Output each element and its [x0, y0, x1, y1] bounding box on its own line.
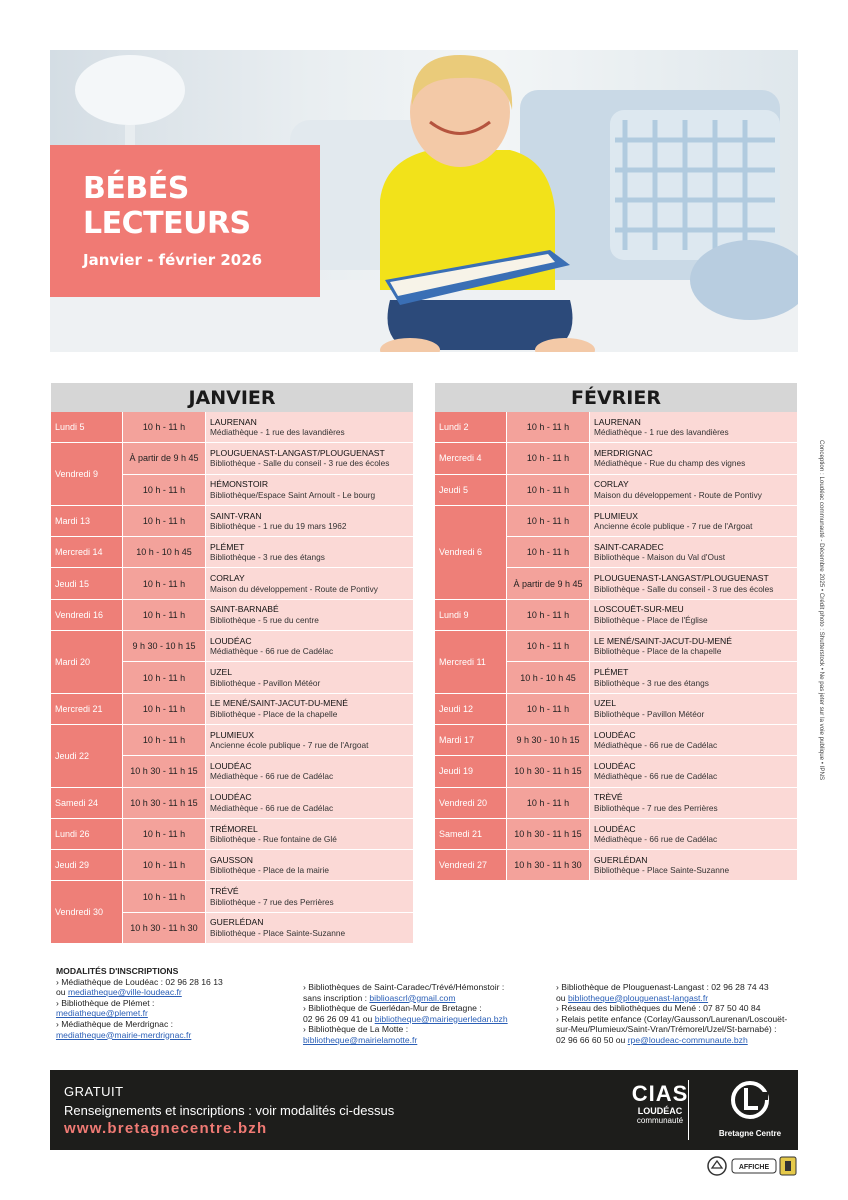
location-address: Médiathèque - 66 rue de Cadélac [210, 646, 334, 657]
february-location-cell [590, 850, 797, 881]
january-day-cell: Jeudi 15 [51, 568, 123, 599]
email-link-saint-caradec[interactable]: biblioascrl@gmail.com [369, 992, 456, 1003]
location-name: PLUMIEUX [594, 510, 638, 521]
january-time-cell: 10 h - 11 h [123, 850, 206, 881]
february-time-cell: 10 h - 11 h [507, 600, 590, 631]
january-day-cell: Jeudi 22 [51, 725, 123, 788]
location-name: GUERLÉDAN [594, 854, 648, 865]
february-time-cell: 10 h - 11 h [507, 788, 590, 819]
location-address: Médiathèque - 1 rue des lavandières [210, 427, 345, 438]
january-day-cell: Mardi 20 [51, 631, 123, 694]
january-location-cell [206, 819, 413, 850]
february-time-cell: 10 h 30 - 11 h 30 [507, 850, 590, 881]
location-address: Maison du développement - Route de Pontivy [594, 489, 762, 500]
location-address: Maison du développement - Route de Pontivy [210, 583, 378, 594]
email-link-plouguenast[interactable]: bibliotheque@plouguenast-langast.fr [567, 992, 709, 1003]
january-day-cell: Lundi 5 [51, 412, 123, 443]
location-name: UZEL [594, 698, 616, 709]
location-address: Médiathèque - 66 rue de Cadélac [210, 771, 334, 782]
february-time-cell: 10 h 30 - 11 h 15 [507, 819, 590, 850]
footer-divider [688, 1080, 689, 1140]
email-link-guerledan[interactable]: bibliotheque@mairieguerledan.bzh [374, 1013, 508, 1024]
email-link-merdrignac[interactable]: mediatheque@mairie-merdrignac.fr [56, 1029, 192, 1040]
location-name: PLUMIEUX [210, 729, 254, 740]
january-day-cell: Mercredi 14 [51, 537, 123, 568]
january-location-cell [206, 756, 413, 787]
february-day-cell: Vendredi 20 [435, 788, 507, 819]
email-link-la-motte[interactable]: bibliotheque@mairielamotte.fr [303, 1034, 418, 1045]
location-address: Bibliothèque - Place de la mairie [210, 865, 329, 876]
location-name: LE MENÉ/SAINT-JACUT-DU-MENÉ [210, 698, 348, 709]
february-time-cell: 10 h - 10 h 45 [507, 662, 590, 693]
location-name: LOUDÉAC [210, 635, 252, 646]
location-name: LOSCOUËT-SUR-MEU [594, 604, 684, 615]
cias-logo: CIAS LOUDÉAC communauté [631, 1081, 689, 1125]
february-location-cell [590, 475, 797, 506]
january-location-cell [206, 600, 413, 631]
location-address: Bibliothèque - Pavillon Météor [210, 677, 321, 688]
registration-col-1: MODALITÉS D'INSCRIPTIONS › Médiathèque de Loudéac : 02 96 28 16 13 ou mediatheque@ville-loudeac.fr › Bibliothèque de Plémet : mediatheque@plemet.fr › Médiathèque de Merdrignac : mediatheque@mairie-merdrignac.fr [56, 966, 296, 1040]
bretagne-centre-logo: Bretagne Centre [710, 1078, 790, 1138]
february-day-cell: Lundi 2 [435, 412, 507, 443]
location-address: Bibliothèque - Salle du conseil - 3 rue des écoles [210, 458, 390, 469]
january-location-cell [206, 443, 413, 474]
location-name: SAINT-BARNABÉ [210, 604, 279, 615]
page-subtitle: Janvier - février 2026 [83, 251, 263, 269]
title-box [50, 145, 320, 297]
january-day-cell: Vendredi 30 [51, 881, 123, 944]
affiche-label: AFFICHE [738, 1164, 770, 1171]
february-grid [435, 412, 797, 881]
february-day-cell: Samedi 21 [435, 819, 507, 850]
info-text: Renseignements et inscriptions : voir modalités ci-dessus [64, 1103, 395, 1118]
location-address: Bibliothèque - Rue fontaine de Glé [210, 834, 337, 844]
january-time-cell: 10 h - 11 h [123, 568, 206, 599]
february-location-cell [590, 756, 797, 787]
january-location-cell [206, 537, 413, 568]
january-location-cell [206, 475, 413, 506]
january-location-cell [206, 506, 413, 537]
website-link[interactable]: www.bretagnecentre.bzh [64, 1120, 268, 1137]
location-address: Bibliothèque - Pavillon Météor [594, 708, 705, 719]
february-day-cell: Jeudi 12 [435, 694, 507, 725]
january-day-cell: Vendredi 16 [51, 600, 123, 631]
february-location-cell [590, 788, 797, 819]
january-time-cell: 10 h - 10 h 45 [123, 537, 206, 568]
january-day-cell: Jeudi 29 [51, 850, 123, 881]
registration-title: MODALITÉS D'INSCRIPTIONS [56, 966, 179, 976]
location-address: Médiathèque - 66 rue de Cadélac [210, 802, 334, 813]
location-name: LAURENAN [594, 416, 641, 427]
location-address: Bibliothèque - 5 rue du centre [210, 614, 319, 625]
location-address: Bibliothèque - Place Sainte-Suzanne [594, 865, 730, 876]
location-name: LOUDÉAC [594, 729, 636, 740]
january-day-cell: Samedi 24 [51, 788, 123, 819]
location-address: Bibliothèque - 1 rue du 19 mars 1962 [210, 521, 347, 532]
february-location-cell [590, 506, 797, 537]
january-time-cell: 10 h 30 - 11 h 15 [123, 756, 206, 787]
february-time-cell: 9 h 30 - 10 h 15 [507, 725, 590, 756]
february-location-cell [590, 725, 797, 756]
february-time-cell: 10 h - 11 h [507, 506, 590, 537]
location-name: CORLAY [594, 479, 629, 490]
location-name: GUERLÉDAN [210, 917, 264, 928]
january-time-cell: 10 h - 11 h [123, 662, 206, 693]
location-name: LE MENÉ/SAINT-JACUT-DU-MENÉ [594, 635, 732, 646]
january-time-cell: 10 h 30 - 11 h 15 [123, 788, 206, 819]
location-address: Bibliothèque - 7 rue des Perrières [210, 896, 334, 907]
february-day-cell: Mercredi 4 [435, 443, 507, 474]
february-time-cell: 10 h - 11 h [507, 475, 590, 506]
january-grid [51, 412, 413, 944]
location-address: Médiathèque - 66 rue de Cadélac [594, 834, 718, 844]
location-name: PLOUGUENAST-LANGAST/PLOUGUENAST [210, 447, 385, 458]
january-time-cell: 9 h 30 - 10 h 15 [123, 631, 206, 662]
location-name: PLÉMET [210, 541, 245, 552]
location-address: Bibliothèque - Place de la chapelle [210, 708, 338, 719]
location-address: Médiathèque - 66 rue de Cadélac [594, 740, 718, 751]
january-location-cell [206, 788, 413, 819]
january-location-cell [206, 725, 413, 756]
location-name: LAURENAN [210, 416, 257, 427]
february-location-cell [590, 443, 797, 474]
location-address: Ancienne école publique - 7 rue de l'Argoat [594, 521, 753, 532]
february-day-cell: Mercredi 11 [435, 631, 507, 694]
location-address: Bibliothèque/Espace Saint Arnoult - Le bourg [210, 489, 376, 500]
location-address: Bibliothèque - 7 rue des Perrières [594, 802, 718, 813]
location-name: SAINT-VRAN [210, 510, 262, 521]
february-time-cell: 10 h - 11 h [507, 537, 590, 568]
january-day-cell: Vendredi 9 [51, 443, 123, 506]
location-name: TRÈVÉ [594, 792, 623, 803]
badges [706, 1155, 798, 1177]
january-location-cell [206, 694, 413, 725]
january-time-cell: À partir de 9 h 45 [123, 443, 206, 474]
location-name: MERDRIGNAC [594, 447, 653, 458]
email-link-plemet[interactable]: mediatheque@plemet.fr [56, 1008, 148, 1019]
february-time-cell: À partir de 9 h 45 [507, 568, 590, 599]
location-name: GAUSSON [210, 854, 253, 865]
january-location-cell [206, 412, 413, 443]
january-time-cell: 10 h - 11 h [123, 506, 206, 537]
registration-col-2: › Bibliothèques de Saint-Caradec/Trévé/Hémonstoir : sans inscription : biblioascrl@gmail.com › Bibliothèque de Guerlédan-Mur de Bretagne : 02 96 26 09 41 ou bibliotheque@mairieguerledan.bzh › Bibliothèque de La Motte : bibliotheque@mairielamotte.fr [303, 982, 508, 1045]
february-time-cell: 10 h 30 - 11 h 15 [507, 756, 590, 787]
february-time-cell: 10 h - 11 h [507, 694, 590, 725]
location-name: TRÉMOREL [210, 823, 258, 834]
location-name: CORLAY [210, 573, 245, 584]
location-name: HÉMONSTOIR [210, 479, 269, 490]
january-day-cell: Lundi 26 [51, 819, 123, 850]
january-time-cell: 10 h 30 - 11 h 30 [123, 913, 206, 944]
location-name: TRÉVÉ [210, 886, 239, 897]
location-address: Ancienne école publique - 7 rue de l'Argoat [210, 740, 369, 751]
february-time-cell: 10 h - 11 h [507, 631, 590, 662]
february-location-cell [590, 600, 797, 631]
location-name: LOUDÉAC [594, 760, 636, 771]
february-location-cell [590, 631, 797, 662]
location-name: PLOUGUENAST-LANGAST/PLOUGUENAST [594, 573, 769, 584]
february-location-cell [590, 568, 797, 599]
location-name: SAINT-CARADEC [594, 541, 664, 552]
location-name: UZEL [210, 667, 232, 678]
january-header: JANVIER [51, 383, 413, 412]
january-time-cell: 10 h - 11 h [123, 475, 206, 506]
january-location-cell [206, 568, 413, 599]
january-time-cell: 10 h - 11 h [123, 600, 206, 631]
february-day-cell: Mardi 17 [435, 725, 507, 756]
location-address: Bibliothèque - Salle du conseil - 3 rue des écoles [594, 583, 774, 594]
email-link-rpe[interactable]: rpe@loudeac-communaute.bzh [627, 1034, 748, 1045]
location-address: Bibliothèque - 3 rue des étangs [594, 677, 709, 688]
registration-col-3: › Bibliothèque de Plouguenast-Langast : 02 96 28 74 43 ou bibliotheque@plouguenast-langast.fr › Réseau des bibliothèques du Mené : 07 87 50 40 84 › Relais petite enfance (Corlay/Gausson/Laurenan/Loscouët- sur-Meu/Plumieux/Saint-Vran/Trémorel/Uzel/St-barnabé) : 02 96 66 60 50 ou rpe@loudeac-communaute.bzh [556, 982, 788, 1045]
february-location-cell [590, 694, 797, 725]
location-address: Médiathèque - 66 rue de Cadélac [594, 771, 718, 782]
bretagne-centre-icon [728, 1078, 772, 1122]
february-location-cell [590, 537, 797, 568]
february-time-cell: 10 h - 11 h [507, 412, 590, 443]
february-day-cell: Jeudi 19 [435, 756, 507, 787]
january-table [51, 383, 413, 944]
february-header: FÉVRIER [435, 383, 797, 412]
location-address: Bibliothèque - Maison du Val d'Oust [594, 552, 726, 563]
january-location-cell [206, 631, 413, 662]
february-location-cell [590, 412, 797, 443]
february-day-cell: Lundi 9 [435, 600, 507, 631]
location-address: Bibliothèque - Place Sainte-Suzanne [210, 927, 346, 938]
location-address: Médiathèque - 1 rue des lavandières [594, 427, 729, 438]
january-location-cell [206, 913, 413, 944]
location-name: LOUDÉAC [210, 792, 252, 803]
page-title: BÉBÉS LECTEURS [83, 171, 251, 241]
recycle-badges [706, 1155, 798, 1177]
location-address: Bibliothèque - Place de la chapelle [594, 646, 722, 657]
january-day-cell: Mardi 13 [51, 506, 123, 537]
january-day-cell: Mercredi 21 [51, 694, 123, 725]
january-time-cell: 10 h - 11 h [123, 819, 206, 850]
february-day-cell: Jeudi 5 [435, 475, 507, 506]
february-location-cell [590, 662, 797, 693]
free-label: GRATUIT [64, 1084, 124, 1099]
location-address: Médiathèque - Rue du champ des vignes [594, 458, 746, 469]
january-location-cell [206, 850, 413, 881]
january-location-cell [206, 881, 413, 912]
january-time-cell: 10 h - 11 h [123, 694, 206, 725]
side-credits: Conception : Loudéac communauté - Décembre 2025 • Crédit photo : Shutterstock • Ne pas jeter sur la voie publique • IPNS [818, 440, 825, 781]
january-location-cell [206, 662, 413, 693]
january-time-cell: 10 h - 11 h [123, 412, 206, 443]
location-name: LOUDÉAC [210, 760, 252, 771]
february-day-cell: Vendredi 27 [435, 850, 507, 881]
location-name: PLÉMET [594, 667, 629, 678]
january-time-cell: 10 h - 11 h [123, 725, 206, 756]
february-table [435, 383, 797, 881]
location-address: Bibliothèque - Place de l'Église [594, 614, 708, 625]
february-time-cell: 10 h - 11 h [507, 443, 590, 474]
january-time-cell: 10 h - 11 h [123, 881, 206, 912]
location-address: Bibliothèque - 3 rue des étangs [210, 552, 325, 563]
footer-banner [50, 1070, 798, 1150]
february-location-cell [590, 819, 797, 850]
february-day-cell: Vendredi 6 [435, 506, 507, 600]
email-link-loudeac[interactable]: mediatheque@ville-loudeac.fr [67, 987, 182, 998]
location-name: LOUDÉAC [594, 823, 636, 834]
